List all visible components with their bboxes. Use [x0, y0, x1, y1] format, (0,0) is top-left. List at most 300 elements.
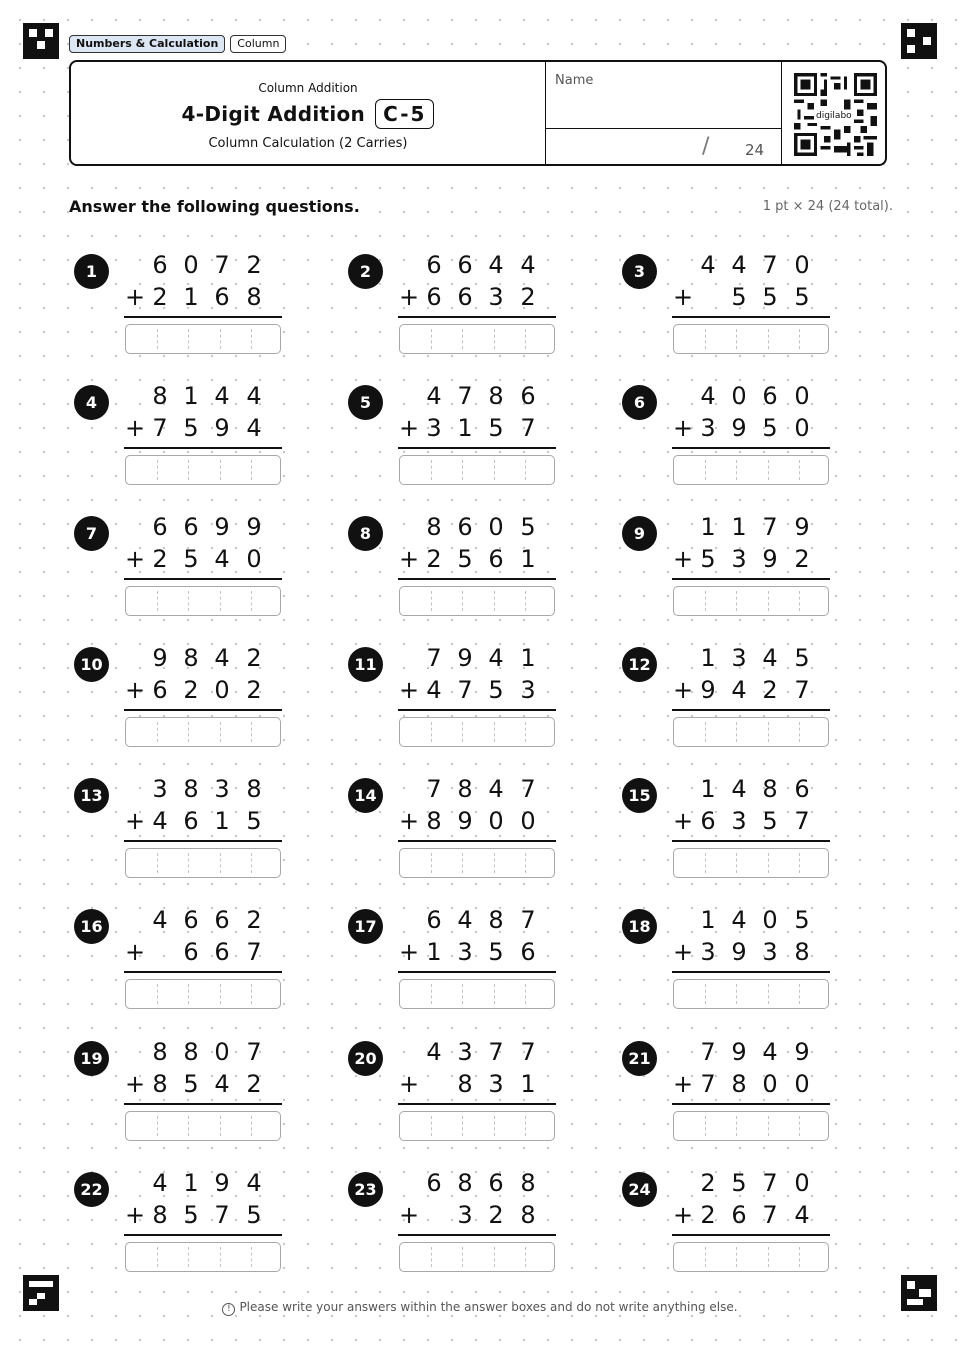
digit-separator	[525, 460, 526, 480]
plus-sign: +	[124, 938, 146, 966]
answer-box[interactable]	[399, 1242, 555, 1272]
digit: 4	[214, 545, 230, 573]
digit: 9	[246, 513, 262, 541]
digit: 2	[762, 676, 778, 704]
digit: 5	[762, 807, 778, 835]
plus-sign: +	[398, 1070, 420, 1098]
digit: 6	[426, 1169, 442, 1197]
digit: 7	[152, 414, 168, 442]
digit-separator	[736, 1116, 737, 1136]
digit: 1	[183, 382, 199, 410]
plus-sign: +	[124, 1201, 146, 1229]
addend-top	[125, 1168, 281, 1198]
digit-separator	[188, 1247, 189, 1267]
digit: 7	[520, 1038, 536, 1066]
answer-box[interactable]	[125, 455, 281, 485]
digit: 0	[794, 414, 810, 442]
digit-separator	[736, 329, 737, 349]
digit-separator	[525, 1247, 526, 1267]
digit: 8	[457, 775, 473, 803]
digit: 4	[794, 1201, 810, 1229]
digit: 1	[700, 513, 716, 541]
digit-separator	[188, 460, 189, 480]
problem-number: 3	[622, 254, 657, 289]
digit: 8	[152, 1038, 168, 1066]
answer-box[interactable]	[673, 455, 829, 485]
digit: 8	[520, 1169, 536, 1197]
digit: 0	[214, 1038, 230, 1066]
digit-separator	[494, 722, 495, 742]
sum-line	[398, 1234, 556, 1236]
addend-bottom	[673, 806, 829, 836]
digit-separator	[431, 1116, 432, 1136]
answer-box[interactable]	[399, 979, 555, 1009]
worksheet-code: C-5	[375, 99, 434, 129]
digit-separator	[525, 591, 526, 611]
digit: 4	[426, 676, 442, 704]
digit: 8	[183, 775, 199, 803]
digit: 7	[426, 644, 442, 672]
problem-number: 10	[74, 647, 109, 682]
digit-separator	[431, 460, 432, 480]
answer-box[interactable]	[399, 586, 555, 616]
digit-separator	[525, 984, 526, 1004]
answer-box[interactable]	[399, 324, 555, 354]
digit-separator	[768, 329, 769, 349]
digit: 3	[731, 807, 747, 835]
digit-separator	[494, 329, 495, 349]
problem-number: 18	[622, 909, 657, 944]
digit: 4	[731, 906, 747, 934]
digit-separator	[736, 853, 737, 873]
digit-separator	[705, 722, 706, 742]
answer-box[interactable]	[399, 455, 555, 485]
addend-bottom	[673, 544, 829, 574]
addend-top	[399, 643, 555, 673]
answer-box[interactable]	[399, 717, 555, 747]
problem-8	[344, 512, 564, 618]
digit: 6	[488, 1169, 504, 1197]
problem-6	[618, 381, 838, 487]
digit-separator	[799, 591, 800, 611]
digit: 6	[183, 938, 199, 966]
problem-number: 12	[622, 647, 657, 682]
addend-bottom	[125, 1200, 281, 1230]
digit: 4	[488, 251, 504, 279]
digit: 6	[214, 283, 230, 311]
digit: 8	[183, 1038, 199, 1066]
digit-separator	[799, 1116, 800, 1136]
digit: 5	[794, 906, 810, 934]
digit: 5	[520, 513, 536, 541]
digit: 1	[520, 545, 536, 573]
addend-top	[399, 1168, 555, 1198]
addend-top	[125, 774, 281, 804]
answer-box[interactable]	[673, 586, 829, 616]
info-circle-icon: !	[222, 1303, 235, 1316]
answer-box[interactable]	[399, 848, 555, 878]
addend-bottom	[125, 413, 281, 443]
digit: 3	[731, 545, 747, 573]
score-slash: /	[702, 134, 710, 159]
digit-separator	[799, 722, 800, 742]
problem-5	[344, 381, 564, 487]
sum-line	[124, 1103, 282, 1105]
digit: 6	[426, 283, 442, 311]
digit: 4	[152, 807, 168, 835]
digit: 3	[762, 938, 778, 966]
sum-line	[124, 578, 282, 580]
answer-box[interactable]	[125, 717, 281, 747]
problem-13	[70, 774, 290, 880]
digit-separator	[157, 591, 158, 611]
addend-bottom	[673, 937, 829, 967]
title-area	[71, 62, 545, 164]
digit: 4	[520, 251, 536, 279]
footer-note	[0, 1300, 960, 1316]
digit: 7	[214, 251, 230, 279]
answer-box[interactable]	[125, 1111, 281, 1141]
digit: 8	[457, 1169, 473, 1197]
digit: 9	[152, 644, 168, 672]
digit: 1	[520, 1070, 536, 1098]
digit: 6	[794, 775, 810, 803]
digit-separator	[251, 722, 252, 742]
answer-box[interactable]	[673, 848, 829, 878]
digit-separator	[431, 722, 432, 742]
answer-box[interactable]	[673, 1111, 829, 1141]
sum-line	[672, 971, 830, 973]
digit: 8	[426, 807, 442, 835]
digit: 0	[520, 807, 536, 835]
digit: 6	[152, 251, 168, 279]
digit-separator	[431, 591, 432, 611]
digit: 7	[520, 906, 536, 934]
plus-sign: +	[672, 1070, 694, 1098]
digit-separator	[462, 460, 463, 480]
digit: 5	[183, 545, 199, 573]
sum-line	[672, 709, 830, 711]
addend-bottom	[399, 806, 555, 836]
sum-line	[124, 316, 282, 318]
addend-bottom	[125, 282, 281, 312]
digit-separator	[768, 460, 769, 480]
digit-separator	[188, 722, 189, 742]
name-label: Name	[555, 73, 594, 88]
problem-1	[70, 250, 290, 356]
sum-line	[124, 840, 282, 842]
digit-separator	[768, 1116, 769, 1136]
plus-sign: +	[672, 545, 694, 573]
answer-box[interactable]	[399, 1111, 555, 1141]
worksheet-title: 4-Digit Addition	[181, 102, 366, 126]
addend-bottom	[125, 937, 281, 967]
digit: 0	[731, 382, 747, 410]
digit: 4	[246, 414, 262, 442]
digit-separator	[705, 591, 706, 611]
plus-sign: +	[398, 545, 420, 573]
digit: 7	[762, 251, 778, 279]
instruction-text: Answer the following questions.	[69, 197, 360, 216]
digit-separator	[462, 1247, 463, 1267]
digit-separator	[705, 984, 706, 1004]
plus-sign: +	[124, 807, 146, 835]
footer-text: Please write your answers within the answer boxes and do not write anything else.	[239, 1300, 738, 1314]
addend-top	[125, 643, 281, 673]
digit: 6	[762, 382, 778, 410]
digit: 2	[152, 545, 168, 573]
digit-separator	[251, 460, 252, 480]
answer-box[interactable]	[673, 979, 829, 1009]
addend-bottom	[399, 937, 555, 967]
digit-separator	[736, 460, 737, 480]
digit: 7	[520, 414, 536, 442]
digit: 1	[520, 644, 536, 672]
problem-21	[618, 1037, 838, 1143]
addend-bottom	[673, 675, 829, 705]
answer-box[interactable]	[125, 979, 281, 1009]
digit-separator	[799, 1247, 800, 1267]
digit: 7	[457, 676, 473, 704]
digit-separator	[494, 984, 495, 1004]
digit-separator	[431, 329, 432, 349]
digit-separator	[157, 853, 158, 873]
addend-bottom	[399, 675, 555, 705]
digit: 4	[214, 644, 230, 672]
qr-brand-label: digilabo	[816, 111, 852, 121]
digit: 6	[152, 676, 168, 704]
problem-number: 15	[622, 778, 657, 813]
sum-line	[672, 578, 830, 580]
digit: 2	[152, 283, 168, 311]
digit: 8	[457, 1070, 473, 1098]
sum-line	[672, 1103, 830, 1105]
digit: 9	[214, 414, 230, 442]
digit: 7	[488, 1038, 504, 1066]
name-score-area	[545, 62, 781, 164]
digit: 5	[246, 1201, 262, 1229]
digit: 0	[794, 251, 810, 279]
digit: 7	[762, 1169, 778, 1197]
problem-number: 5	[348, 385, 383, 420]
answer-box[interactable]	[673, 717, 829, 747]
category-tags	[69, 35, 286, 53]
digit-separator	[462, 591, 463, 611]
addend-bottom	[399, 413, 555, 443]
problem-11	[344, 643, 564, 749]
digit: 5	[762, 414, 778, 442]
worksheet-category: Column Addition	[258, 81, 358, 95]
digit-separator	[736, 1247, 737, 1267]
digit: 4	[488, 644, 504, 672]
digit: 3	[700, 938, 716, 966]
digit: 4	[214, 1070, 230, 1098]
digit: 9	[700, 676, 716, 704]
digit: 7	[700, 1038, 716, 1066]
plus-sign: +	[124, 283, 146, 311]
digit: 3	[488, 283, 504, 311]
addend-top	[125, 381, 281, 411]
digit: 4	[426, 1038, 442, 1066]
digit: 7	[246, 1038, 262, 1066]
worksheet-header	[69, 60, 887, 166]
answer-box[interactable]	[673, 1242, 829, 1272]
digit-separator	[494, 1116, 495, 1136]
problem-number: 21	[622, 1041, 657, 1076]
problem-number: 17	[348, 909, 383, 944]
plus-sign: +	[672, 807, 694, 835]
addend-bottom	[125, 675, 281, 705]
digit-separator	[220, 984, 221, 1004]
digit-separator	[431, 984, 432, 1004]
plus-sign: +	[124, 414, 146, 442]
sum-line	[398, 709, 556, 711]
digit: 6	[731, 1201, 747, 1229]
digit-separator	[251, 1247, 252, 1267]
digit: 4	[246, 1169, 262, 1197]
digit: 4	[731, 775, 747, 803]
digit: 9	[457, 807, 473, 835]
digit-separator	[251, 984, 252, 1004]
digit-separator	[525, 722, 526, 742]
digit-separator	[251, 853, 252, 873]
digit: 2	[520, 283, 536, 311]
digit-separator	[525, 853, 526, 873]
digit: 3	[214, 775, 230, 803]
plus-sign: +	[398, 1201, 420, 1229]
addend-bottom	[399, 1069, 555, 1099]
digit: 8	[183, 644, 199, 672]
digit: 1	[426, 938, 442, 966]
digit-separator	[157, 460, 158, 480]
digit-separator	[188, 853, 189, 873]
digit: 1	[700, 906, 716, 934]
digit-separator	[220, 722, 221, 742]
digit-separator	[799, 853, 800, 873]
digit: 9	[794, 1038, 810, 1066]
digit: 2	[794, 545, 810, 573]
digit-separator	[220, 591, 221, 611]
addend-top	[125, 905, 281, 935]
addend-top	[399, 381, 555, 411]
sum-line	[124, 709, 282, 711]
addend-top	[399, 905, 555, 935]
digit: 4	[731, 251, 747, 279]
digit: 2	[246, 676, 262, 704]
digit-separator	[157, 1247, 158, 1267]
digit: 0	[183, 251, 199, 279]
digit: 3	[488, 1070, 504, 1098]
digit-separator	[799, 984, 800, 1004]
addend-bottom	[673, 1200, 829, 1230]
addend-top	[125, 1037, 281, 1067]
digit: 2	[700, 1201, 716, 1229]
tag-column[interactable]: Column	[230, 35, 286, 53]
digit: 7	[762, 513, 778, 541]
digit-separator	[462, 853, 463, 873]
digit: 4	[700, 382, 716, 410]
digit: 8	[426, 513, 442, 541]
answer-box[interactable]	[125, 324, 281, 354]
digit-separator	[768, 853, 769, 873]
digit: 3	[700, 414, 716, 442]
digit: 0	[762, 906, 778, 934]
problem-number: 8	[348, 516, 383, 551]
addend-bottom	[399, 1200, 555, 1230]
digit-separator	[494, 591, 495, 611]
problem-10	[70, 643, 290, 749]
digit: 8	[246, 775, 262, 803]
plus-sign: +	[124, 545, 146, 573]
answer-box[interactable]	[125, 586, 281, 616]
problem-12	[618, 643, 838, 749]
digit: 0	[246, 545, 262, 573]
sum-line	[672, 316, 830, 318]
problem-14	[344, 774, 564, 880]
digit: 5	[794, 283, 810, 311]
answer-box[interactable]	[125, 848, 281, 878]
digit-separator	[768, 591, 769, 611]
addend-bottom	[125, 1069, 281, 1099]
digit: 0	[488, 807, 504, 835]
digit: 6	[214, 906, 230, 934]
answer-box[interactable]	[673, 324, 829, 354]
digit: 8	[762, 775, 778, 803]
digit-separator	[494, 460, 495, 480]
problem-number: 2	[348, 254, 383, 289]
digit: 7	[426, 775, 442, 803]
sum-line	[672, 447, 830, 449]
sum-line	[398, 578, 556, 580]
digit: 5	[246, 807, 262, 835]
addend-bottom	[673, 282, 829, 312]
digit: 4	[731, 676, 747, 704]
digit: 0	[762, 1070, 778, 1098]
tag-numbers-calculation[interactable]: Numbers & Calculation	[69, 35, 225, 53]
addend-bottom	[673, 1069, 829, 1099]
problem-3	[618, 250, 838, 356]
digit: 8	[152, 1070, 168, 1098]
digit-separator	[768, 722, 769, 742]
digit: 1	[700, 775, 716, 803]
digit-separator	[188, 591, 189, 611]
digit: 4	[152, 1169, 168, 1197]
digit: 7	[246, 938, 262, 966]
digit: 4	[214, 382, 230, 410]
digit-separator	[251, 329, 252, 349]
digit: 1	[457, 414, 473, 442]
digit: 5	[488, 938, 504, 966]
digit: 5	[731, 1169, 747, 1197]
sum-line	[398, 840, 556, 842]
digit: 6	[214, 938, 230, 966]
problem-number: 16	[74, 909, 109, 944]
addend-top	[673, 250, 829, 280]
digit: 1	[731, 513, 747, 541]
addend-bottom	[125, 544, 281, 574]
problem-number: 19	[74, 1041, 109, 1076]
problem-number: 20	[348, 1041, 383, 1076]
plus-sign: +	[672, 283, 694, 311]
digit-separator	[251, 591, 252, 611]
answer-box[interactable]	[125, 1242, 281, 1272]
digit: 4	[488, 775, 504, 803]
problem-2	[344, 250, 564, 356]
digit: 7	[214, 1201, 230, 1229]
sum-line	[124, 971, 282, 973]
digit: 9	[731, 1038, 747, 1066]
digit: 0	[794, 1169, 810, 1197]
